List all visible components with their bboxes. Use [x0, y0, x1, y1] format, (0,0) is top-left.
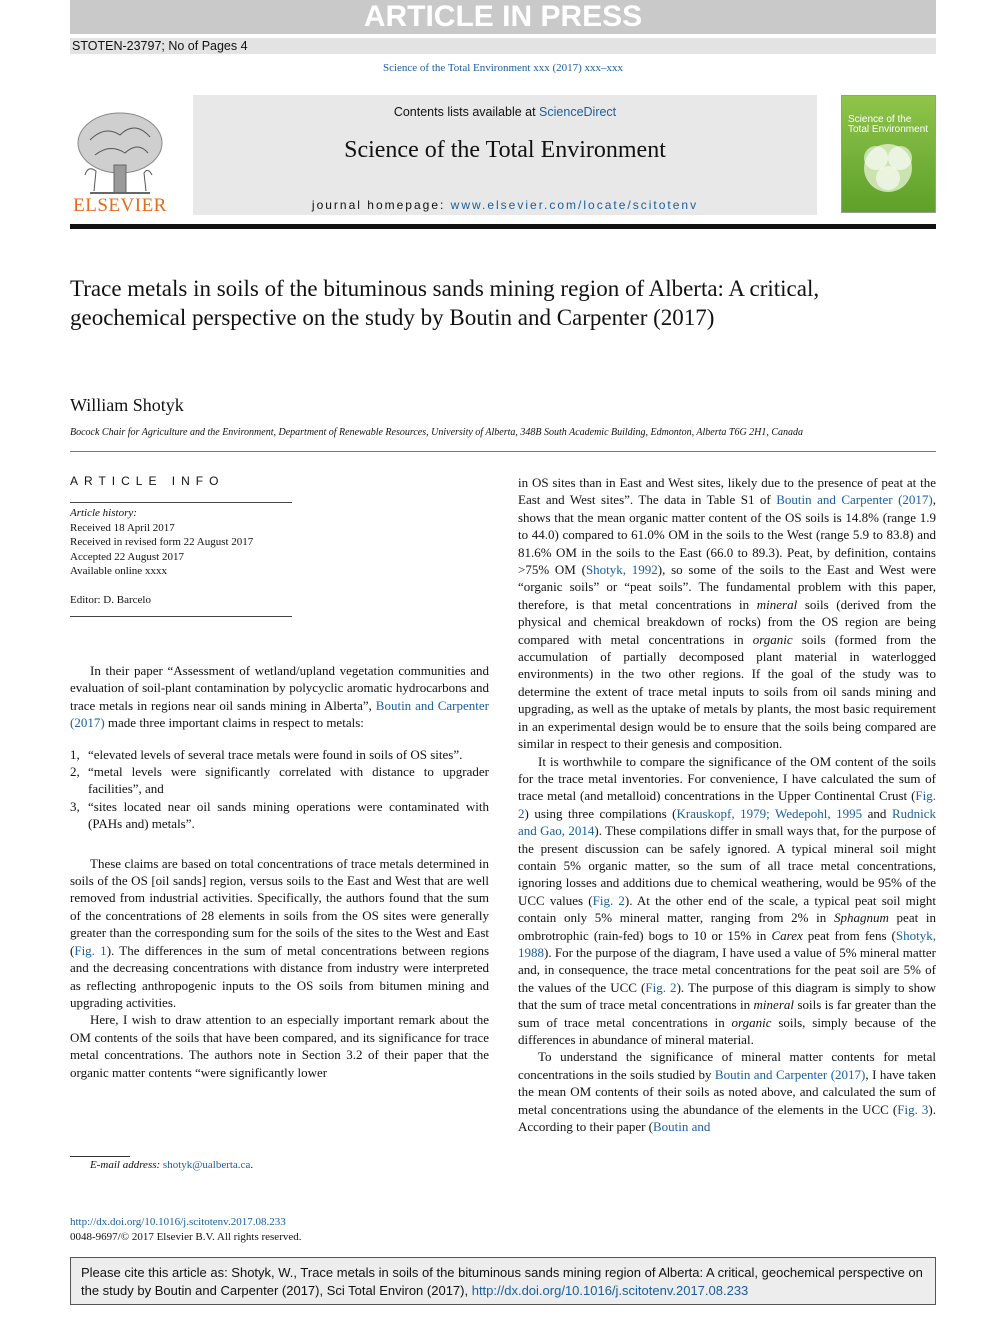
ref-fig-3[interactable]: Fig. 3 — [897, 1101, 929, 1117]
ref-fig-2[interactable]: Fig. 2 — [645, 979, 677, 995]
left-column — [70, 662, 489, 1081]
ref-shotyk-1988[interactable]: Shotyk, 1988 — [518, 927, 936, 960]
ref-fig-2[interactable]: Fig. 2 — [518, 788, 936, 821]
history-label: Article history: — [70, 507, 137, 519]
contents-line — [193, 105, 817, 119]
received-date: Received 18 April 2017 — [70, 521, 175, 534]
ref-shotyk-1992[interactable]: Shotyk, 1992 — [585, 562, 658, 578]
ref-fig-2[interactable]: Fig. 2 — [592, 892, 625, 908]
journal-title: Science of the Total Environment — [344, 137, 666, 163]
email-footnote: E-mail address: shotyk@ualberta.ca. — [90, 1159, 254, 1171]
header-rule — [70, 224, 936, 229]
ref-boutin-carpenter[interactable]: Boutin and Carpenter (2017) — [70, 697, 489, 731]
ref-boutin-carpenter[interactable]: Boutin and Carpenter (2017) — [714, 1066, 866, 1082]
sciencedirect-link[interactable]: ScienceDirect — [539, 105, 617, 119]
article-title: Trace metals in soils of the bituminous sands mining region of Alberta: A critical, geochemical perspective on the study by Boutin and Carpenter (2017) — [70, 276, 820, 330]
left-paragraph-3: Here, I wish to draw attention to an especially important remark about the OM contents of the soils that have been compared, and its significance for trace metal concentrations. The authors note in Section 3.2 of their paper that the organic matter contents “were significantly lower — [70, 1012, 489, 1080]
online-date: Available online xxxx — [70, 565, 167, 577]
ref-krauskopf-wedepohl[interactable]: Krauskopf, 1979; Wedepohl, 1995 — [676, 805, 863, 821]
list-item: 3, “sites located near oil sands mining operations were contaminated with (PAHs and) metals”. — [70, 798, 489, 832]
author-name: William Shotyk — [70, 395, 184, 415]
article-history — [70, 506, 253, 607]
right-paragraph-3: To understand the significance of mineral matter contents for metal concentrations in the soils studied by Boutin and Carpenter (2017), I have taken the mean OM contents of their soils as noted above, and calculated the sum of metal concentrations using the abundance of the elements in the UCC (Fig. 3). According to their paper (Boutin and — [518, 1049, 937, 1135]
article-info-heading: ARTICLE INFO — [70, 474, 225, 488]
copyright: 0048-9697/© 2017 Elsevier B.V. All rights reserved. — [70, 1231, 302, 1243]
article-info-rule-bottom — [70, 616, 292, 617]
editor: Editor: D. Barcelo — [70, 593, 151, 606]
journal-reference[interactable]: Science of the Total Environment xxx (2017) xxx–xxx — [382, 62, 624, 74]
email-link[interactable]: shotyk@ualberta.ca — [162, 1159, 251, 1171]
list-item: 2, “metal levels were significantly correlated with distance to upgrader facilities”, and — [70, 764, 489, 797]
ref-boutin-carpenter[interactable]: Boutin and Carpenter (2017) — [776, 492, 933, 508]
homepage-prefix: journal homepage: — [311, 198, 451, 212]
journal-homepage — [193, 198, 817, 212]
right-paragraph-1: in OS sites than in East and West sites, likely due to the presence of peat at the East and West sites”. The data in Table S1 of Boutin and Carpenter (2017), shows that the mean organic matter content of the OS soils is 14.8% (range 1.9 to 44.0) compared to 61.0% OM in the soils to the West (range 5.9 to 83.8) and 81.6% OM in the soils to the East (66.0 to 89.3). Peat, by definition, contains >75% OM (Shotyk, 1992), so some of the soils to the East and West were “organic soils” or “peat soils”. The fundamental problem with this paper, therefore, is that metal concentrations in mineral soils (derived from the physical and chemical breakdown of rocks) from the OS region are being compared with metal concentrations in organic soils (formed from the accumulation of partially decomposed plant material in waterlogged environments) in the two other regions. If the goal of the study was to determine the extent of trace metal inputs to soils from oil sands mining and upgrading, as well as the uptake of metals by plants, the most basic requirement in an experimental design would be to ensure that the soils being compared are similar in respect to their genesis and composition. — [518, 475, 937, 752]
left-paragraph-2: These claims are based on total concentrations of trace metals determined in soils of the OS [oil sands] region, versus soils to the East and West that are well removed from industrial activities. Specifically, the authors found that the sum of the concentrations of 28 elements in soils from the OS sites were generally greater than the corresponding sum for the soils of the sites to the West and East (Fig. 1). The differences in the sum of metal concentrations between regions and the decreasing concentrations with distance from industry were interpreted as reflecting anthropogenic inputs to the OS soils from bitumen mining and upgrading activities. — [70, 855, 489, 1010]
article-in-press-banner: ARTICLE IN PRESS — [70, 0, 936, 34]
email-label: E-mail address: — [90, 1159, 163, 1171]
left-paragraph-1: In their paper “Assessment of wetland/upland vegetation communities and evaluation of soil-plant contamination by polycyclic aromatic hydrocarbons and trace metals in regions near oil sands mining in Alberta”, Boutin and Carpenter (2017) made three important claims in respect to metals: — [70, 663, 489, 731]
ref-boutin-and[interactable]: Boutin and — [653, 1119, 711, 1135]
journal-cover-thumbnail[interactable] — [841, 95, 936, 213]
list-item: 1, “elevated levels of several trace metals were found in soils of OS sites”. — [70, 746, 463, 762]
claims-list — [70, 746, 489, 833]
revised-date: Received in revised form 22 August 2017 — [70, 536, 254, 548]
right-column — [518, 474, 936, 1135]
footnote-rule — [70, 1156, 130, 1157]
ref-fig-1[interactable]: Fig. 1 — [74, 942, 107, 958]
author-affiliation: Bocock Chair for Agriculture and the Environment, Department of Renewable Resources, University of Alberta, 348B South Academic Building, Edmonton, Alberta T6G 2H1, Canada — [70, 427, 804, 438]
ref-rudnick-gao[interactable]: Rudnick and Gao, 2014 — [518, 805, 936, 839]
article-info-rule-top — [70, 502, 292, 503]
cover-title: Science of the Total Environment — [848, 114, 929, 135]
doi-link[interactable]: http://dx.doi.org/10.1016/j.scitotenv.2017.08.233 — [70, 1216, 286, 1228]
citation-doi-link[interactable]: http://dx.doi.org/10.1016/j.scitotenv.2017.08.233 — [471, 1283, 749, 1298]
document-id: STOTEN-23797; No of Pages 4 — [70, 38, 936, 54]
homepage-link[interactable]: www.elsevier.com/locate/scitotenv — [450, 198, 699, 212]
citation-box: Please cite this article as: Shotyk, W., Trace metals in soils of the bituminous sands mining region of Alberta: A critical, geochemical perspective on the study by Boutin and Carpenter (2017), Sci Total Environ (2017), http://dx.doi.org/10.1016/j.scitotenv.2017.08.233 — [70, 1257, 936, 1305]
doi-block — [70, 1215, 302, 1245]
contents-prefix: Contents lists available at — [393, 105, 540, 119]
elsevier-wordmark: ELSEVIER — [73, 195, 167, 216]
title-rule — [70, 451, 936, 452]
right-paragraph-2: It is worthwhile to compare the significance of the OM content of the soils for the trace metal inventories. For convenience, I have calculated the sum of trace metal (and metalloid) concentrations in the Upper Continental Crust (Fig. 2) using three compilations (Krauskopf, 1979; Wedepohl, 1995 and Rudnick and Gao, 2014). These compilations differ in small ways that, for the purpose of the present discussion can be safely ignored. A typical mineral soil might contain 5% organic matter, so the sum of all trace metal concentrations, ignoring losses and additions due to chemical weathering, would be 95% of the UCC values (Fig. 2). At the other end of the scale, a typical peat soil might contain only 5% mineral matter, ranging from 2% in Sphagnum peat in ombrotrophic (rain-fed) bogs to 10 or 15% in Carex peat from fens (Shotyk, 1988). For the purpose of the diagram, I have used a value of 5% mineral matter and, in consequence, the trace metal concentrations for the peat soil are 5% of the values of the UCC (Fig. 2). The purpose of this diagram is simply to show that the sum of trace metal concentrations in mineral soils is far greater than the sum of trace metal concentrations in organic soils, simply because of the differences in abundance of mineral material. — [518, 753, 937, 1047]
accepted-date: Accepted 22 August 2017 — [70, 550, 184, 563]
